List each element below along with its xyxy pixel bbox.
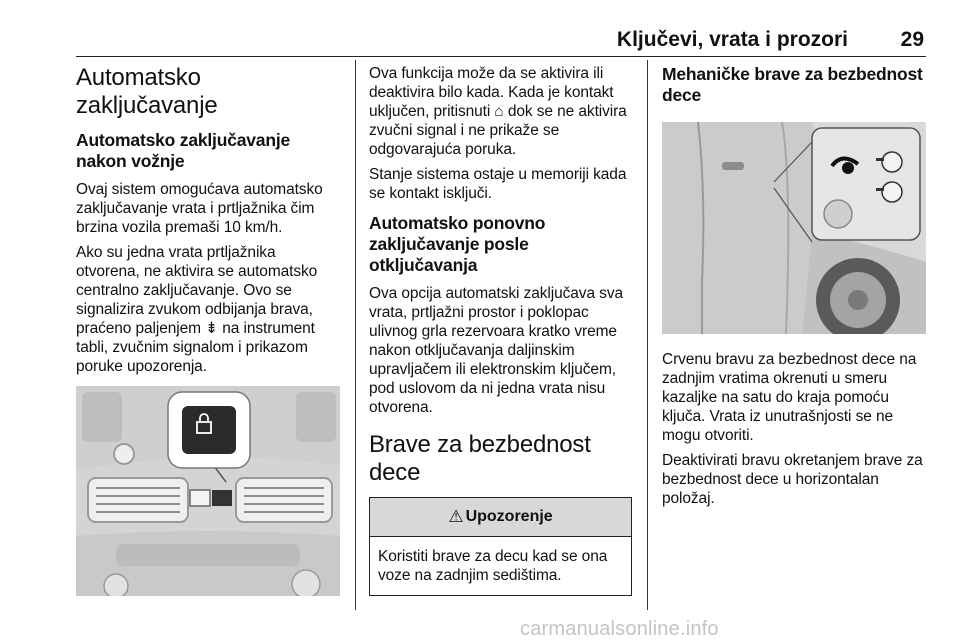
warning-box (369, 497, 632, 596)
warning-title: Upozorenje (465, 508, 553, 525)
section-title: Automatsko zaključavanje (76, 64, 218, 119)
paragraph: Deaktivirati bravu okretanjem brave za bezbednost dece u horizontalan položaj. (662, 452, 923, 507)
column-3 (662, 64, 926, 514)
watermark: carmanualsonline.info (520, 618, 719, 640)
page-header (0, 0, 960, 60)
paragraph: Ako su jedna vrata prtljažnika otvorena, ne aktivira se automatsko centralno zaključavanje. Ovo se signalizira zvukom odbijanja brava, praćeno paljenjem ⇟ na instrument tabli, zvučnim signalom i prikazom poruke upozorenja. (76, 244, 318, 375)
page-number: 29 (900, 28, 924, 51)
lock-button-illustration (76, 386, 340, 596)
paragraph: Stanje sistema ostaje u memoriji kada se kontakt isključi. (369, 166, 627, 202)
child-lock-illustration (662, 122, 926, 334)
paragraph: Crvenu bravu za bezbednost dece na zadnjim vratima okrenuti u smeru kazaljke na satu do kraja pomoću ključa. Vrata iz unutrašnjosti se ne mogu otvoriti. (662, 351, 917, 444)
warning-header (370, 498, 631, 537)
paragraph: Ovaj sistem omogućava automatsko zaključavanje vrata i prtljažnika čim brzina vozila premaši 10 km/h. (76, 181, 323, 236)
header-title: Ključevi, vrata i prozori (616, 28, 848, 51)
warning-triangle-icon: ⚠ (448, 507, 464, 526)
column-2 (369, 64, 632, 596)
warning-text: Koristiti brave za decu kad se ona voze na zadnjim sedištima. (378, 548, 608, 584)
paragraph: Ova opcija automatski zaključava sva vrata, prtljažni prostor i poklopac ulivnog grla rezervoara kratko vreme nakon otključavanja daljinskim upravljačem ili elektronskim ključem, pod uslovom da ni jedna vrata nisu otvorena. (369, 285, 623, 416)
subsection-title: Automatsko ponovno zaključavanje posle otključavanja (369, 213, 546, 275)
warning-body (370, 537, 631, 595)
column-divider (355, 60, 356, 610)
column-1 (76, 64, 340, 596)
section-title: Brave za bezbednost dece (369, 431, 591, 486)
column-divider (647, 60, 648, 610)
paragraph: Ova funkcija može da se aktivira ili deaktivira bilo kada. Kada je kontakt uključen, pritisnuti ⌂ dok se ne aktivira zvučni signal i ne prikaže se odgovarajuća poruka. (369, 65, 627, 158)
subsection-title: Mehaničke brave za bezbednost dece (662, 64, 923, 105)
subsection-title: Automatsko zaključavanje nakon vožnje (76, 130, 291, 171)
header-rule (76, 56, 926, 57)
